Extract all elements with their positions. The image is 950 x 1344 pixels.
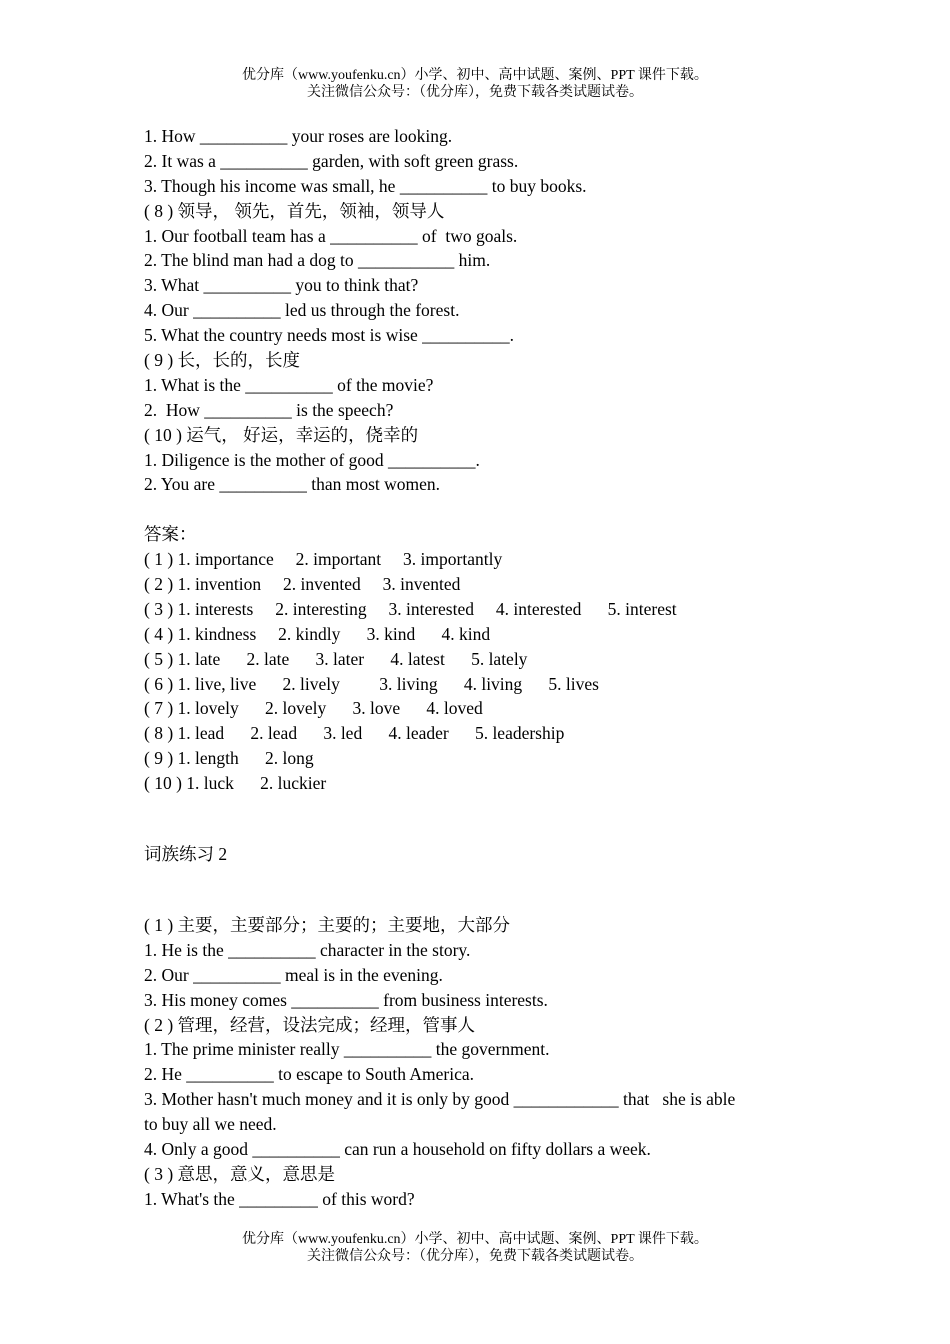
- exercise-line: 2. It was a __________ garden, with soft green grass.: [144, 150, 519, 171]
- exercise-line: 1. He is the __________ character in the story.: [144, 939, 471, 960]
- exercise-line: 2. You are __________ than most women.: [144, 474, 441, 495]
- section-heading: ( 10 ) 运气， 好运，幸运的，侥幸的: [144, 424, 419, 445]
- exercise-line: 1. What is the __________ of the movie?: [144, 374, 434, 395]
- answer-line: ( 5 ) 1. late 2. late 3. later 4. latest 5. lately: [144, 648, 528, 669]
- exercise-line: 3. His money comes __________ from business interests.: [144, 989, 548, 1010]
- document-body: [144, 124, 804, 1212]
- exercise-line: 2. Our __________ meal is in the evening.: [144, 964, 443, 985]
- spacer: [144, 867, 804, 913]
- exercise-line: 2. He __________ to escape to South America.: [144, 1064, 475, 1085]
- answer-line: ( 2 ) 1. invention 2. invented 3. invented: [144, 574, 461, 595]
- section-heading: ( 1 ) 主要，主要部分；主要的；主要地，大部分: [144, 914, 511, 935]
- exercise-block-2: [144, 913, 804, 1212]
- answer-line: ( 6 ) 1. live, live 2. lively 3. living 4. living 5. lives: [144, 673, 599, 694]
- exercise-line: 1. What's the _________ of this word?: [144, 1188, 415, 1209]
- spacer: [144, 497, 804, 522]
- spacer: [144, 796, 804, 842]
- footer-line-2: 关注微信公众号：（优分库），免费下载各类试题试卷。: [307, 1249, 643, 1264]
- header-line-1: 优分库（www.youfenku.cn）小学、初中、高中试题、案例、PPT 课件下载。: [242, 68, 708, 83]
- exercise-line: 2. The blind man had a dog to ___________ him.: [144, 250, 491, 271]
- page-footer: [0, 1231, 950, 1265]
- answer-line: ( 1 ) 1. importance 2. important 3. importantly: [144, 549, 503, 570]
- exercise-line: to buy all we need.: [144, 1114, 277, 1135]
- exercise-line: 3. What __________ you to think that?: [144, 275, 419, 296]
- section-heading: ( 2 ) 管理，经营，设法完成；经理，管事人: [144, 1014, 476, 1035]
- exercise-line: 1. The prime minister really __________ the government.: [144, 1039, 550, 1060]
- exercise-line: 4. Our __________ led us through the forest.: [144, 300, 460, 321]
- answer-line: ( 10 ) 1. luck 2. luckier: [144, 773, 327, 794]
- section-heading: ( 9 ) 长，长的，长度: [144, 350, 301, 371]
- section-title: 词族练习 2: [144, 844, 228, 865]
- exercise-line: 4. Only a good __________ can run a household on fifty dollars a week.: [144, 1138, 651, 1159]
- exercise-line: 2. How __________ is the speech?: [144, 399, 394, 420]
- page-header: [0, 67, 950, 101]
- answer-line: ( 4 ) 1. kindness 2. kindly 3. kind 4. kind: [144, 623, 491, 644]
- exercise-line: 1. How __________ your roses are looking.: [144, 126, 453, 146]
- answer-line: ( 7 ) 1. lovely 2. lovely 3. love 4. loved: [144, 698, 483, 719]
- answer-line: ( 3 ) 1. interests 2. interesting 3. interested 4. interested 5. interest: [144, 598, 677, 619]
- exercise-line: 3. Though his income was small, he __________ to buy books.: [144, 175, 587, 196]
- section-heading: ( 3 ) 意思，意义，意思是: [144, 1163, 336, 1184]
- header-line-2: 关注微信公众号：（优分库），免费下载各类试题试卷。: [307, 85, 643, 100]
- footer-line-1: 优分库（www.youfenku.cn）小学、初中、高中试题、案例、PPT 课件下载。: [242, 1232, 708, 1247]
- exercise-line: 1. Our football team has a __________ of two goals.: [144, 225, 518, 246]
- answer-line: ( 9 ) 1. length 2. long: [144, 748, 314, 769]
- exercise-line: 3. Mother hasn't much money and it is only by good ____________ that she is able: [144, 1089, 736, 1110]
- answers-block: [144, 522, 804, 796]
- section-heading: ( 8 ) 领导， 领先，首先，领袖，领导人: [144, 200, 445, 221]
- exercise-line: 1. Diligence is the mother of good __________.: [144, 449, 480, 470]
- answers-title: 答案：: [144, 524, 197, 545]
- answer-line: ( 8 ) 1. lead 2. lead 3. led 4. leader 5. leadership: [144, 723, 565, 744]
- exercise-block-1: [144, 124, 804, 497]
- exercise-line: 5. What the country needs most is wise __________.: [144, 325, 515, 346]
